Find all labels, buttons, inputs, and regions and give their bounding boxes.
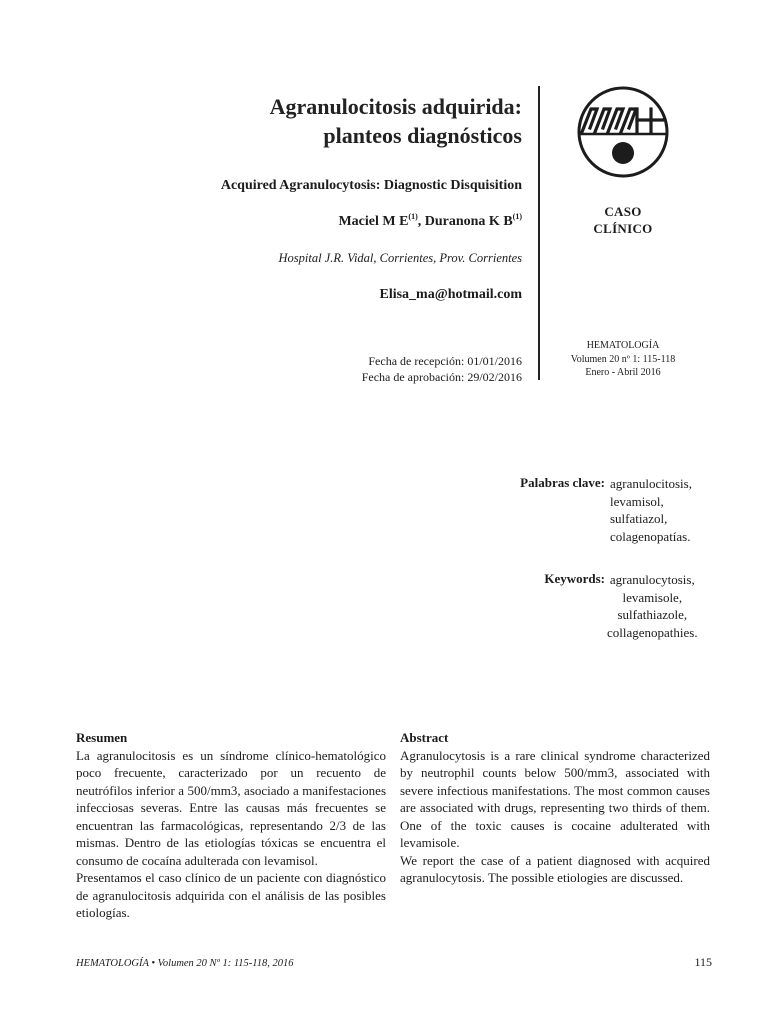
- page-number: 115: [694, 955, 712, 969]
- approval-date: Fecha de aprobación: 29/02/2016: [361, 370, 522, 384]
- journal-logo-icon: [577, 86, 669, 178]
- resumen-section: [76, 729, 386, 922]
- keywords-label: Keywords:: [544, 571, 605, 586]
- keyword-es: sulfatiazol,: [610, 511, 668, 526]
- article-dates: [362, 353, 522, 385]
- journal-period: Enero - Abril 2016: [585, 367, 661, 378]
- keyword-en: agranulocytosis,: [609, 572, 695, 587]
- resumen-heading: Resumen: [76, 730, 128, 745]
- palabras-clave-list: [610, 475, 692, 545]
- section-label: [560, 203, 686, 237]
- resumen-paragraph-2: Presentamos el caso clínico de un paciente con diagnóstico de agranulocitosis adquirida con el análisis de las posibles etiologías.: [76, 870, 386, 920]
- journal-name: HEMATOLOGÍA: [586, 340, 660, 351]
- title-line-2: planteos diagnósticos: [323, 123, 522, 148]
- authors: [338, 212, 522, 230]
- abstract-heading: Abstract: [400, 730, 449, 745]
- title-line-1: Agranulocitosis adquirida:: [269, 94, 522, 119]
- palabras-clave-label: Palabras clave:: [520, 475, 605, 490]
- footer-citation: HEMATOLOGÍA • Volumen 20 Nº 1: 115-118, 2016: [76, 958, 294, 969]
- keyword-en: sulfathiazole,: [617, 607, 688, 622]
- author-2: Duranona K B: [424, 214, 513, 229]
- journal-info: [552, 339, 694, 380]
- keyword-es: colagenopatías.: [610, 528, 691, 544]
- section-label-line-2: CLÍNICO: [593, 221, 653, 236]
- reception-date: Fecha de recepción: 01/01/2016: [368, 354, 522, 368]
- keyword-en: levamisole,: [622, 589, 683, 605]
- author-1: Maciel M E: [338, 214, 409, 229]
- contact-email[interactable]: Elisa_ma@hotmail.com: [379, 287, 522, 302]
- section-label-line-1: CASO: [604, 204, 642, 219]
- author-separator: ,: [417, 214, 425, 229]
- abstract-paragraph-1: Agranulocytosis is a rare clinical syndrome characterized by neutrophil counts below 500/mm3, associated with severe infectious manifestations. The most common causes are associated with drugs, representing two thirds of them. One of the toxic causes is cocaine adulterated with levamisole.: [400, 747, 710, 850]
- affiliation: Hospital J.R. Vidal, Corrientes, Prov. Corrientes: [278, 251, 522, 265]
- keyword-en: collagenopathies.: [607, 624, 698, 640]
- english-title: Acquired Agranulocytosis: Diagnostic Disquisition: [220, 178, 522, 193]
- author-2-affiliation: (1): [512, 212, 522, 221]
- keyword-es: agranulocitosis,: [610, 476, 692, 491]
- abstract-section: [400, 729, 710, 887]
- author-1-affiliation: (1): [408, 212, 418, 221]
- article-title: [102, 92, 522, 150]
- resumen-paragraph-1: La agranulocitosis es un síndrome clínico-hematológico poco frecuente, caracterizado por un recuento de neutrófilos inferior a 500/mm3, asociado a manifestaciones infecciosas severas. Entre las causas más frecuentes se encuentran las farmacológicas, representando 2/3 de las mismas. Dentro de las etiologías tóxicas se encuentra el consumo de cocaína adulterada con levamisol.: [76, 747, 386, 868]
- keywords-list: [607, 571, 698, 641]
- abstract-paragraph-2: We report the case of a patient diagnosed with acquired agranulocytosis. The possible etiologies are discussed.: [400, 852, 710, 885]
- header-divider: [538, 86, 540, 380]
- keyword-es: levamisol,: [610, 493, 664, 509]
- journal-volume: Volumen 20 nº 1: 115-118: [570, 353, 676, 365]
